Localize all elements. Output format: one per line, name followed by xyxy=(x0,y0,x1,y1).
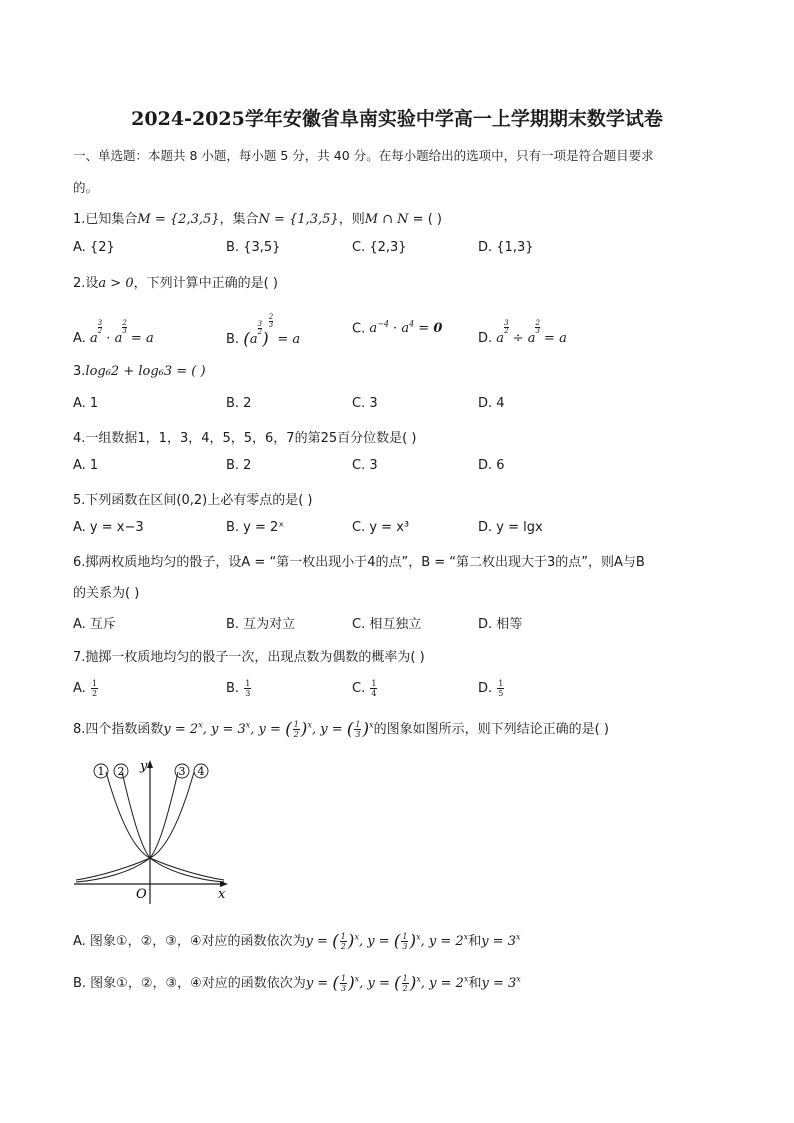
question-text: 设 xyxy=(85,276,99,291)
q1-option-a[interactable]: A. {2} xyxy=(73,240,115,255)
option-text: 和 xyxy=(468,934,482,949)
function-last: $y = 3^x$ xyxy=(481,974,521,991)
question-number: 5. xyxy=(73,493,86,508)
question-text: ，集合 xyxy=(219,212,259,227)
section-header-line2: 的。 xyxy=(73,180,99,195)
q6-option-d[interactable]: D. 相等 xyxy=(478,617,523,632)
q6-option-a[interactable]: A. 互斥 xyxy=(73,617,116,632)
q6-option-c[interactable]: C. 相互独立 xyxy=(352,617,422,632)
exponential-graph xyxy=(68,752,238,910)
option-text: A. 图象①，②，③，④对应的函数依次为 xyxy=(73,934,306,949)
question-number: 3. xyxy=(73,364,86,379)
question-6-continued: 的关系为( ) xyxy=(73,586,140,601)
fraction: $\frac{1}{2}$ xyxy=(91,679,98,698)
q2-option-b[interactable] xyxy=(226,314,300,350)
option-label: D. xyxy=(478,681,493,696)
option-label: D. xyxy=(478,331,493,346)
question-3 xyxy=(73,364,206,379)
q1-option-d[interactable]: D. {1,3} xyxy=(478,240,534,255)
question-number: 4. xyxy=(73,431,86,446)
q7-option-c[interactable] xyxy=(352,679,378,698)
q8-option-b[interactable] xyxy=(73,972,521,994)
curve-label-3: 3 xyxy=(178,765,186,778)
q3-option-b[interactable]: B. 2 xyxy=(226,396,252,411)
q7-option-d[interactable] xyxy=(478,679,505,698)
curve-1 xyxy=(106,772,224,880)
q2-option-a[interactable] xyxy=(73,320,154,346)
curve-label-4: 4 xyxy=(197,765,205,778)
q6-option-b[interactable]: B. 互为对立 xyxy=(226,617,296,632)
q1-option-c[interactable]: C. {2,3} xyxy=(352,240,407,255)
intersection-expr: M ∩ N xyxy=(364,212,409,227)
math-expr: (a $\frac{3}{2}$ ) $\frac{2}{3}$ = a xyxy=(243,313,301,350)
function-sequence: y = ( $\frac{1}{2}$ )$^x$, y = ( $\frac{1}{3}$ )$^x$, $y = 2^x$ xyxy=(305,931,469,952)
option-label: A. xyxy=(73,681,86,696)
curve-4 xyxy=(76,772,194,880)
question-text: = ( ) xyxy=(408,212,442,227)
q7-option-a[interactable] xyxy=(73,679,99,698)
question-number: 8. xyxy=(73,722,86,737)
question-text: ，则 xyxy=(338,212,365,227)
q1-option-b[interactable]: B. {3,5} xyxy=(226,240,281,255)
question-1 xyxy=(73,208,442,227)
q3-option-d[interactable]: D. 4 xyxy=(478,396,505,411)
q3-option-c[interactable]: C. 3 xyxy=(352,396,378,411)
question-text: 四个指数函数 xyxy=(85,722,164,737)
function-list: $y = 2^x$, $y = 3^x$, y = ( $\frac{1}{2}$ )$^x$, y = ( $\frac{1}{3}$ )$^x$ xyxy=(163,719,374,740)
set-m: M = {2,3,5} xyxy=(137,212,220,227)
math-expr: a $\frac{3}{2}$ ÷ a $\frac{2}{3}$ = a xyxy=(496,319,567,346)
question-text: ，下列计算中正确的是( ) xyxy=(133,276,278,291)
question-number: 6. xyxy=(73,555,86,570)
question-number: 7. xyxy=(73,650,86,665)
fraction: $\frac{1}{3}$ xyxy=(245,679,251,698)
question-text: 掷两枚质地均匀的骰子，设A = “第一枚出现小于4的点”，B = “第二枚出现大于3的点”，则A与B xyxy=(85,555,645,570)
question-text: 已知集合 xyxy=(85,212,138,227)
question-5 xyxy=(73,489,313,508)
log-expr: log₆2 + log₆3 = ( ) xyxy=(85,364,206,379)
question-7 xyxy=(73,646,425,665)
q5-option-d[interactable]: D. y = lgx xyxy=(478,520,543,535)
y-axis-label: y xyxy=(140,759,148,774)
q4-option-a[interactable]: A. 1 xyxy=(73,458,99,473)
q2-option-d[interactable] xyxy=(478,320,567,346)
q8-option-a[interactable] xyxy=(73,930,521,952)
question-4 xyxy=(73,427,416,446)
math-expr: a $\frac{3}{2}$ · a $\frac{2}{3}$ = a xyxy=(89,319,154,346)
q4-option-b[interactable]: B. 2 xyxy=(226,458,252,473)
curve-label-1: 1 xyxy=(97,765,105,778)
question-6 xyxy=(73,551,645,570)
x-axis-label: x xyxy=(218,887,226,902)
set-n: N = {1,3,5} xyxy=(258,212,339,227)
section-header-line1: 一、单选题：本题共 8 小题，每小题 5 分，共 40 分。在每小题给出的选项中，只有一项是符合题目要求 xyxy=(73,148,654,163)
question-8 xyxy=(73,718,609,740)
fraction: $\frac{1}{5}$ xyxy=(498,679,504,698)
question-number: 1. xyxy=(73,212,86,227)
option-text: B. 图象①，②，③，④对应的函数依次为 xyxy=(73,976,306,991)
curve-label-2: 2 xyxy=(117,765,125,778)
question-text: 下列函数在区间(0,2)上必有零点的是( ) xyxy=(85,493,313,508)
origin-label: O xyxy=(136,887,147,902)
option-label: C. xyxy=(352,681,366,696)
fraction: $\frac{1}{4}$ xyxy=(371,679,377,698)
q2-option-c[interactable] xyxy=(352,320,442,336)
option-label: B. xyxy=(226,681,240,696)
option-label: B. xyxy=(226,332,240,347)
question-text: 的图象如图所示，则下列结论正确的是( ) xyxy=(373,722,609,737)
question-text: 一组数据1，1，3，4，5，5，6，7的第25百分位数是( ) xyxy=(85,431,417,446)
math-expr: $a^{-4} \cdot a^4 = 0$ xyxy=(369,320,443,337)
option-label: C. xyxy=(352,321,366,337)
page-title: 2024-2025学年安徽省阜南实验中学高一上学期期末数学试卷 xyxy=(131,108,663,130)
q5-option-b[interactable]: B. y = 2ˣ xyxy=(226,520,285,535)
function-last: $y = 3^x$ xyxy=(481,932,521,949)
q5-option-c[interactable]: C. y = x³ xyxy=(352,520,410,535)
question-2 xyxy=(73,272,278,291)
function-sequence: y = ( $\frac{1}{3}$ )$^x$, y = ( $\frac{1}{2}$ )$^x$, $y = 2^x$ xyxy=(305,973,469,994)
q4-option-c[interactable]: C. 3 xyxy=(352,458,378,473)
q7-option-b[interactable] xyxy=(226,679,252,698)
option-label: A. xyxy=(73,331,86,346)
q3-option-a[interactable]: A. 1 xyxy=(73,396,99,411)
q4-option-d[interactable]: D. 6 xyxy=(478,458,505,473)
condition: a > 0 xyxy=(98,276,134,291)
question-number: 2. xyxy=(73,276,86,291)
question-text: 抛掷一枚质地均匀的骰子一次，出现点数为偶数的概率为( ) xyxy=(85,650,425,665)
y-axis-arrow xyxy=(147,760,153,768)
q5-option-a[interactable]: A. y = x−3 xyxy=(73,520,144,535)
option-text: 和 xyxy=(468,976,482,991)
